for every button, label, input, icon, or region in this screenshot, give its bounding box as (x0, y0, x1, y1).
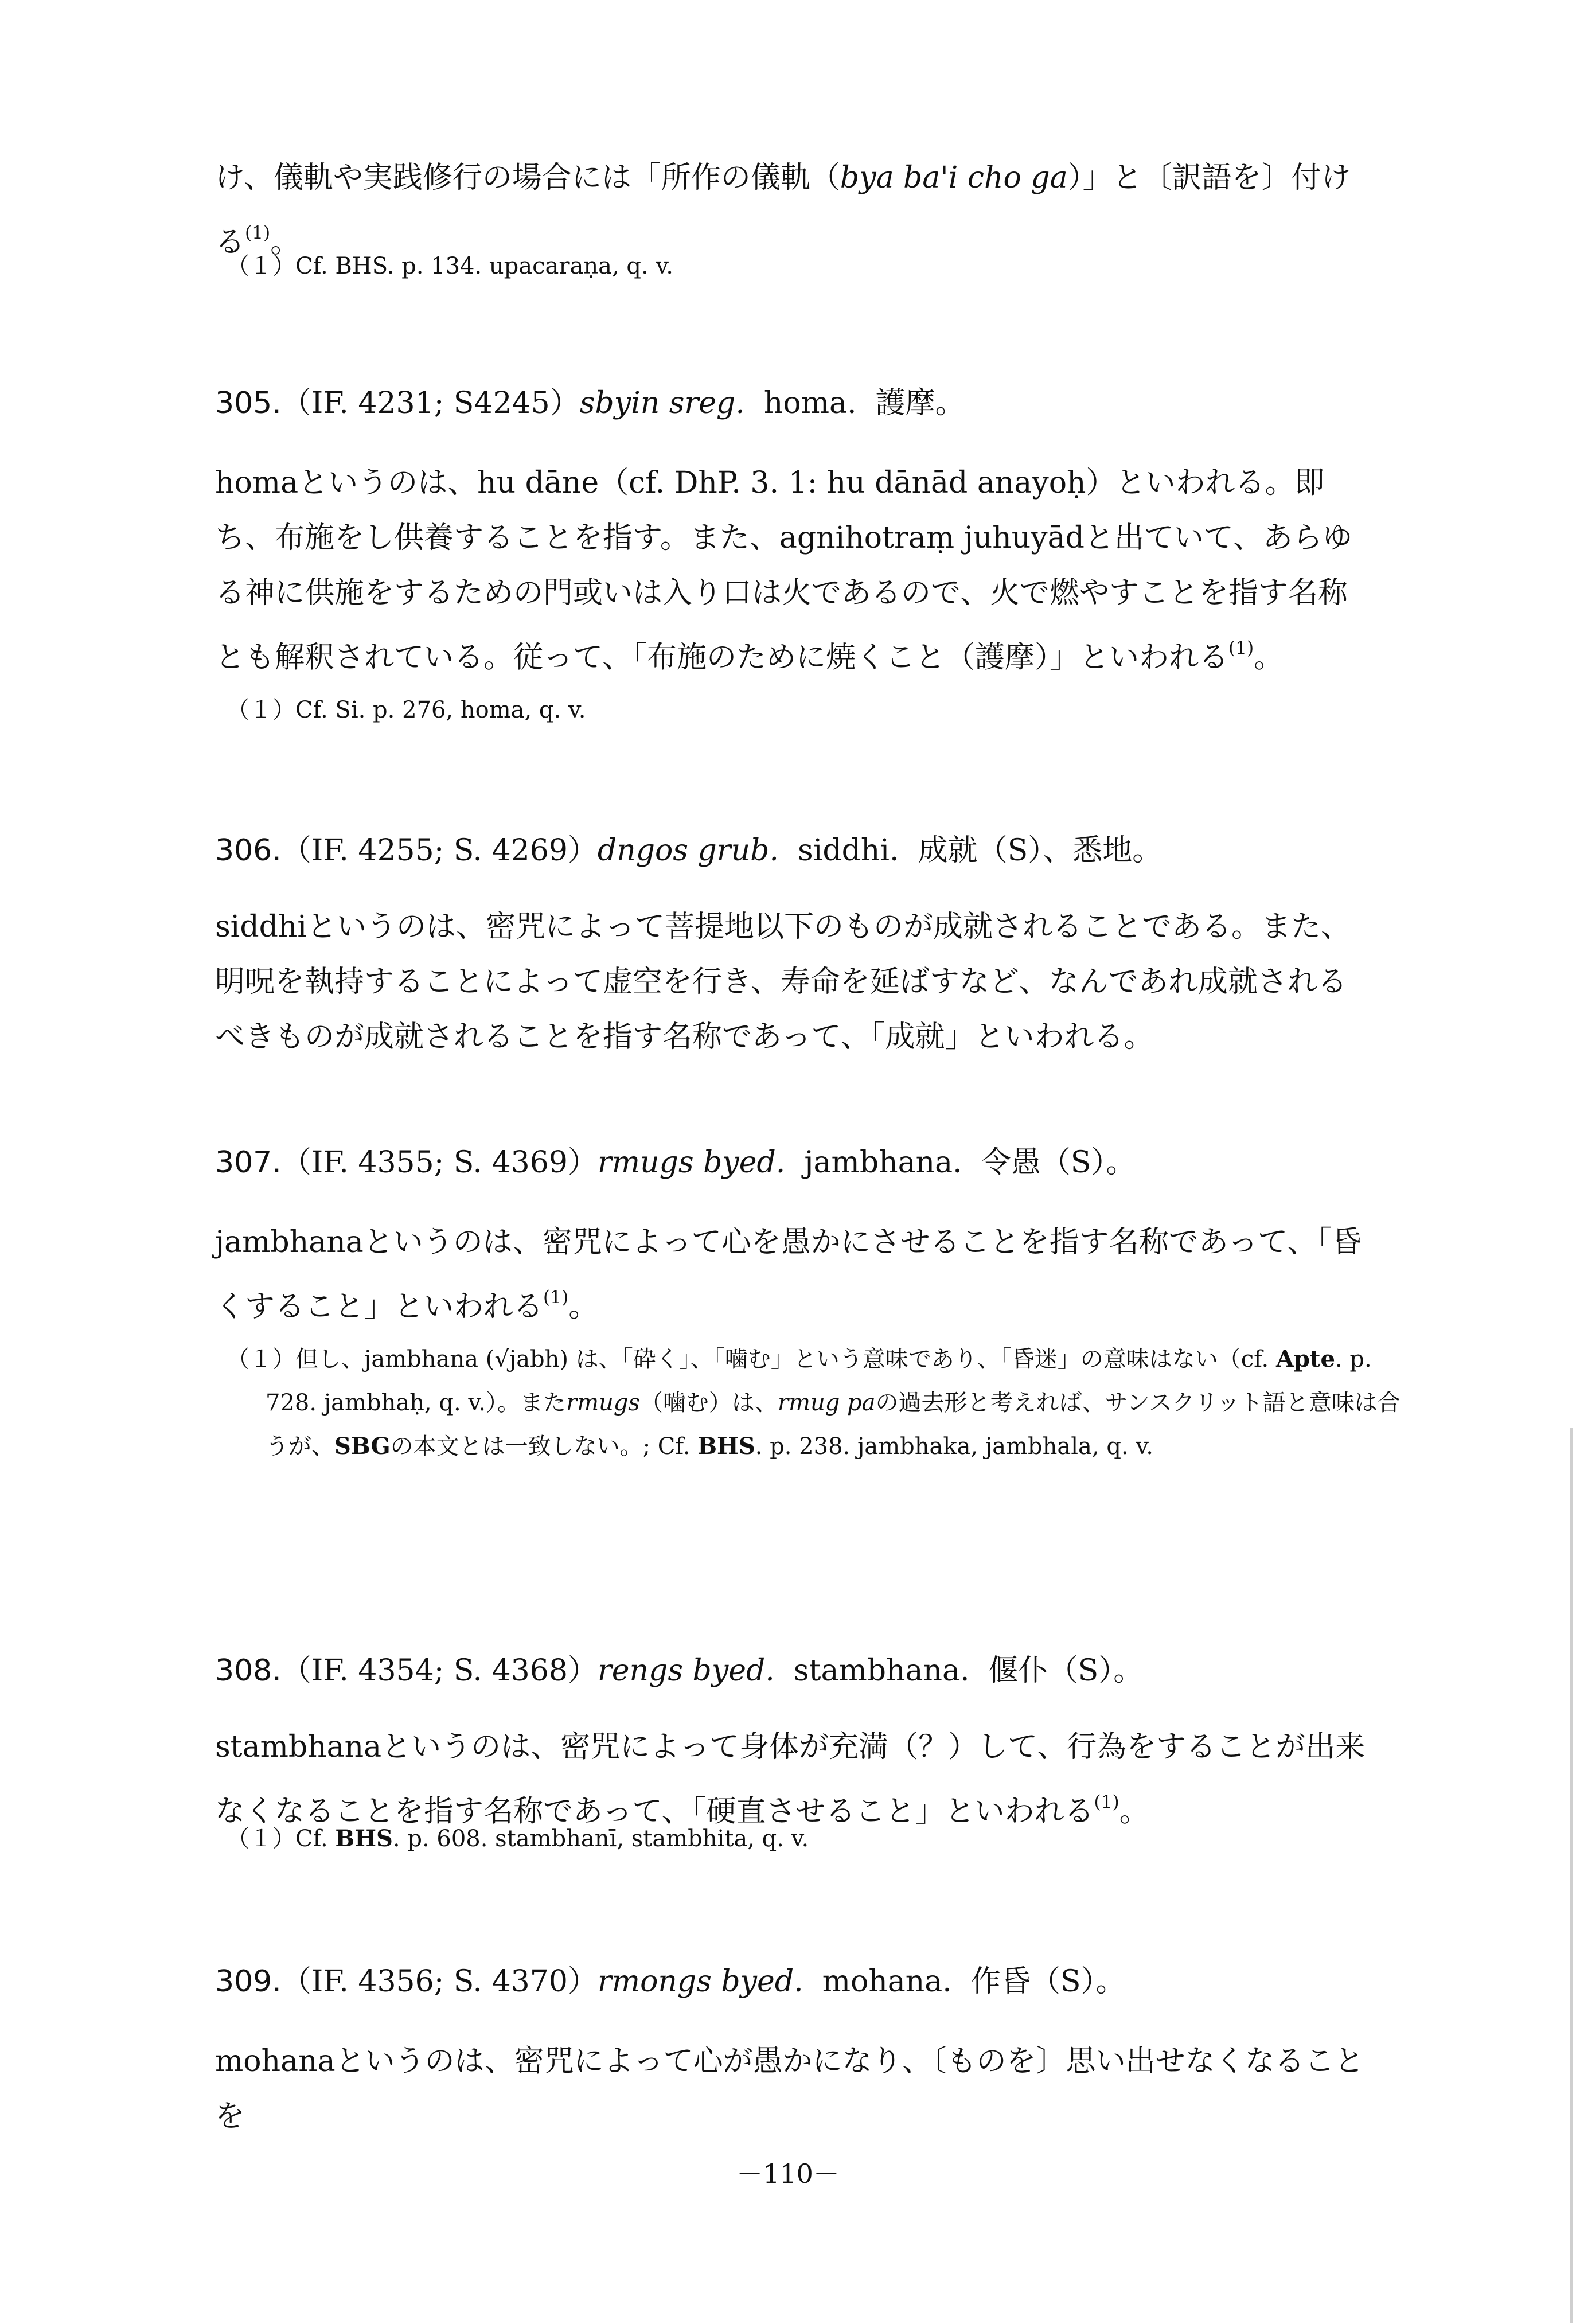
footnote-abbrev: Apte (1275, 1346, 1335, 1372)
footnote-marker: (1) (543, 1287, 569, 1308)
entry-sanskrit: siddhi. (798, 833, 899, 868)
entry-japanese: 成就（S）、悉地。 (918, 833, 1163, 868)
entry-body-text: 。 (1254, 640, 1284, 675)
entry-body-text: jambhanaというのは、密咒によって心を愚かにさせることを指す名称であって、「昏くすること」といわれる (215, 1225, 1362, 1324)
intro-text: け、儀軌や実践修行の場合には「所作の儀軌（ (215, 161, 840, 195)
entry-reference: （IF. 4255; S. 4269） (281, 833, 598, 868)
entry-number: 306. (215, 833, 282, 868)
footnote-text: （１）但し、jambhana (√jabh) は、「砕く」、「噛む」という意味であり、「昏迷」の意味はない（cf. (227, 1346, 1276, 1372)
footnote-marker: (1) (245, 223, 271, 243)
footnote-text: （噛む）は、 (639, 1390, 778, 1416)
footnote-abbrev: SBG (334, 1433, 391, 1460)
footnote-text: の過去形と考えれば、サンスクリット語と意味は合うが、 (266, 1390, 1401, 1460)
footnote-text: . p. 728. jambhaḥ, q. v.）。また (266, 1346, 1372, 1416)
intro-footnote: （１）Cf. BHS. p. 134. upacaraṇa, q. v. (227, 253, 673, 279)
page-number: －110－ (736, 2158, 840, 2189)
entry-reference: （IF. 4231; S4245） (281, 386, 580, 420)
entry-japanese: 護摩。 (875, 386, 965, 420)
entry-tibetan: rmongs byed. (597, 1964, 803, 1999)
footnote-tibetan: rmug pa (777, 1390, 876, 1416)
entry-tibetan: dngos grub. (597, 833, 779, 868)
intro-tibetan-term: bya ba'i cho ga (840, 161, 1068, 195)
entry-heading-307 (215, 1142, 1136, 1183)
entry-tibetan: rmugs byed. (597, 1145, 786, 1180)
footnote-abbrev: BHS (697, 1433, 755, 1460)
entry-sanskrit: homa. (763, 386, 857, 420)
intro-text: 。 (270, 225, 301, 260)
entry-heading-305 (215, 383, 965, 423)
entry-body-305 (215, 455, 1368, 685)
entry-body-307 (215, 1215, 1368, 1334)
entry-japanese: 偃仆（S）。 (988, 1654, 1144, 1688)
footnote-text: . p. 608. stambhanī, stambhita, q. v. (392, 1826, 809, 1852)
footnote-text: （１）Cf. (227, 1826, 336, 1852)
entry-heading-308 (215, 1651, 1143, 1691)
entry-sanskrit: jambhana. (804, 1145, 962, 1180)
entry-sanskrit: stambhana. (793, 1654, 970, 1688)
entry-footnote-308 (227, 1817, 1362, 1861)
entry-heading-309 (215, 1962, 1126, 2002)
entry-footnote-307 (227, 1338, 1401, 1468)
entry-number: 305. (215, 386, 282, 420)
scan-edge-line (1570, 1428, 1573, 2323)
entry-body-309: mohanaというのは、密咒によって心が愚かになり、〔ものを〕思い出せなくなることを (215, 2044, 1364, 2134)
entry-number: 308. (215, 1654, 282, 1688)
footnote-marker: (1) (1094, 1792, 1119, 1812)
entry-japanese: 令愚（S）。 (981, 1145, 1136, 1180)
entry-reference: （IF. 4355; S. 4369） (281, 1145, 598, 1180)
entry-japanese: 作昏（S）。 (970, 1964, 1126, 1999)
intro-text: ）」と〔訳語を〕付ける (215, 161, 1351, 260)
entry-number: 309. (215, 1964, 282, 1999)
entry-reference: （IF. 4356; S. 4370） (281, 1964, 598, 1999)
footnote-abbrev: BHS (335, 1825, 393, 1852)
entry-tibetan: sbyin sreg. (579, 386, 745, 420)
footnote-text: . p. 238. jambhaka, jambhala, q. v. (755, 1433, 1153, 1460)
entry-number: 307. (215, 1145, 282, 1180)
entry-heading-306 (215, 830, 1162, 871)
footnote-text: の本文とは一致しない。; Cf. (390, 1433, 698, 1460)
entry-footnote-305: （１）Cf. Si. p. 276, homa, q. v. (227, 697, 586, 723)
entry-body-306: siddhiというのは、密咒によって菩提地以下のものが成就されることである。また、明呪を執持することによって虚空を行き、寿命を延ばすなど、なんであれ成就されるべきものが成就されることを指す名称であって、「成就」といわれる。 (215, 910, 1351, 1054)
entry-body-text: homaというのは、hu dāne（cf. DhP. 3. 1: hu dānād anayoḥ）といわれる。即ち、布施をし供養することを指す。また、agnihotraṃ juhuyādと出ていて、あらゆる神に供施をするための門或いは入り口は火であるので、火で燃やすことを指す名称とも解釈されている。従って、「布施のために焼くこと（護摩）」といわれる (215, 466, 1352, 675)
entry-sanskrit: mohana. (822, 1964, 952, 1999)
entry-body-text: 。 (1119, 1794, 1149, 1829)
entry-body-text: 。 (568, 1289, 599, 1324)
entry-body-text: stambhanaというのは、密咒によって身体が充満（？）して、行為をすることが出来なくなることを指す名称であって、「硬直させること」といわれる (215, 1730, 1366, 1829)
footnote-marker: (1) (1228, 638, 1254, 658)
footnote-tibetan: rmugs (565, 1390, 640, 1416)
entry-reference: （IF. 4354; S. 4368） (281, 1654, 598, 1688)
entry-tibetan: rengs byed. (597, 1654, 775, 1688)
